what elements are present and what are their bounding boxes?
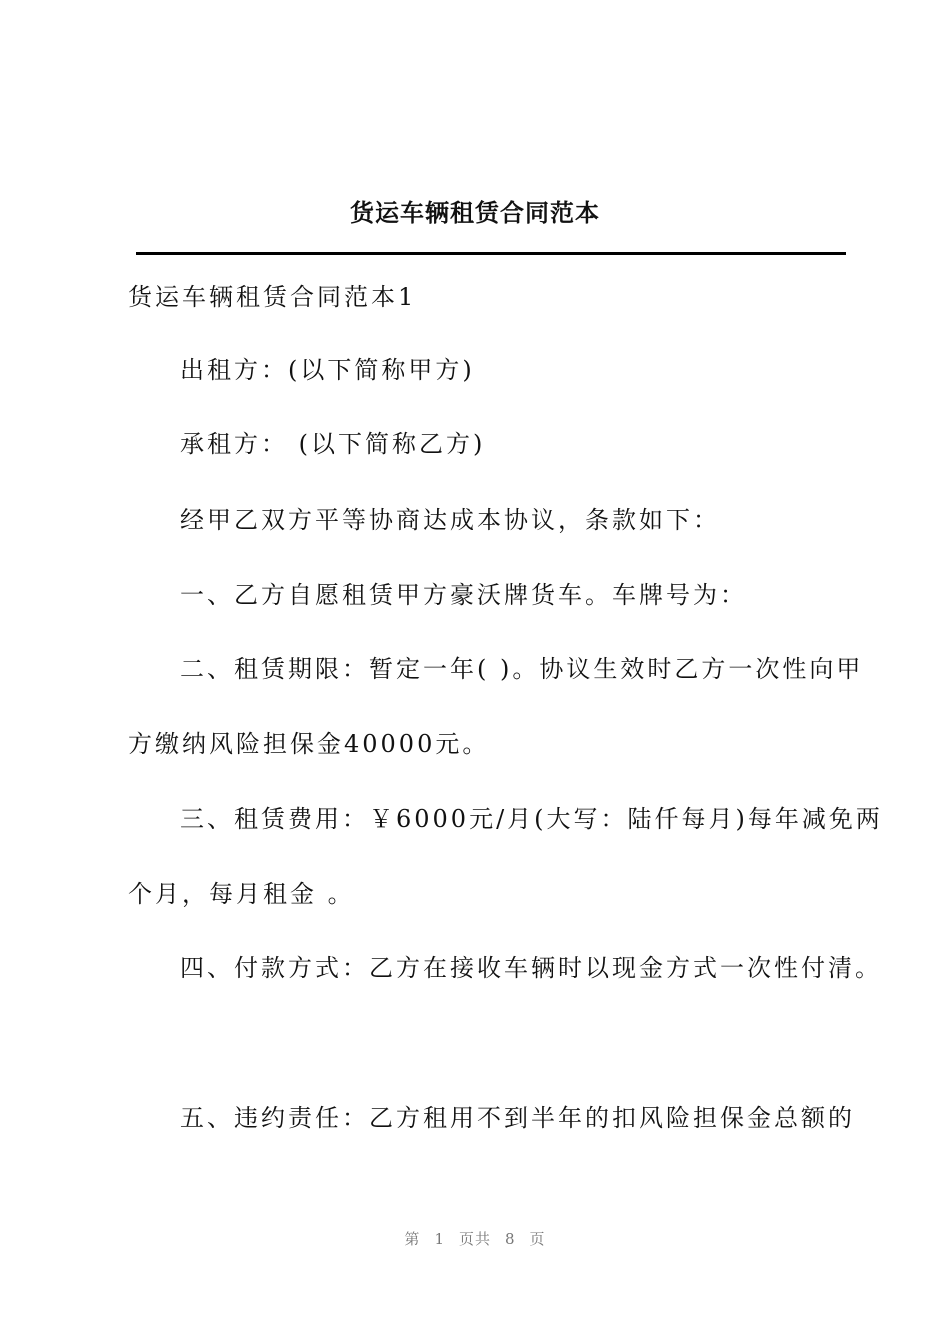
clause-5: 五、违约责任：乙方租用不到半年的扣风险担保金总额的 (180, 1104, 855, 1132)
footer-total-pages: 8 (505, 1230, 516, 1248)
footer-middle: 页共 (458, 1230, 491, 1248)
footer-suffix: 页 (529, 1230, 546, 1248)
footer-page-number: 1 (434, 1230, 445, 1248)
clause-4: 四、付款方式：乙方在接收车辆时以现金方式一次性付清。 (180, 954, 882, 982)
intro-paragraph: 经甲乙双方平等协商达成本协议，条款如下： (180, 506, 720, 534)
page-footer (0, 1229, 950, 1249)
section-heading: 货运车辆租赁合同范本1 (128, 283, 417, 311)
clause-3-line-2: 个月，每月租金 。 (128, 880, 355, 908)
document-title: 货运车辆租赁合同范本 (350, 198, 600, 227)
lessor-line: 出租方：(以下简称甲方) (180, 356, 475, 384)
clause-2-line-1: 二、租赁期限：暂定一年( )。协议生效时乙方一次性向甲 (180, 655, 864, 683)
clause-3-line-1: 三、租赁费用：￥6000元/月(大写：陆仟每月)每年减免两 (180, 805, 883, 833)
footer-prefix: 第 (404, 1230, 421, 1248)
clause-1: 一、乙方自愿租赁甲方豪沃牌货车。车牌号为： (180, 581, 747, 609)
lessee-line: 承租方： (以下简称乙方) (180, 430, 486, 458)
title-divider (136, 252, 846, 255)
clause-2-line-2: 方缴纳风险担保金40000元。 (128, 730, 490, 758)
